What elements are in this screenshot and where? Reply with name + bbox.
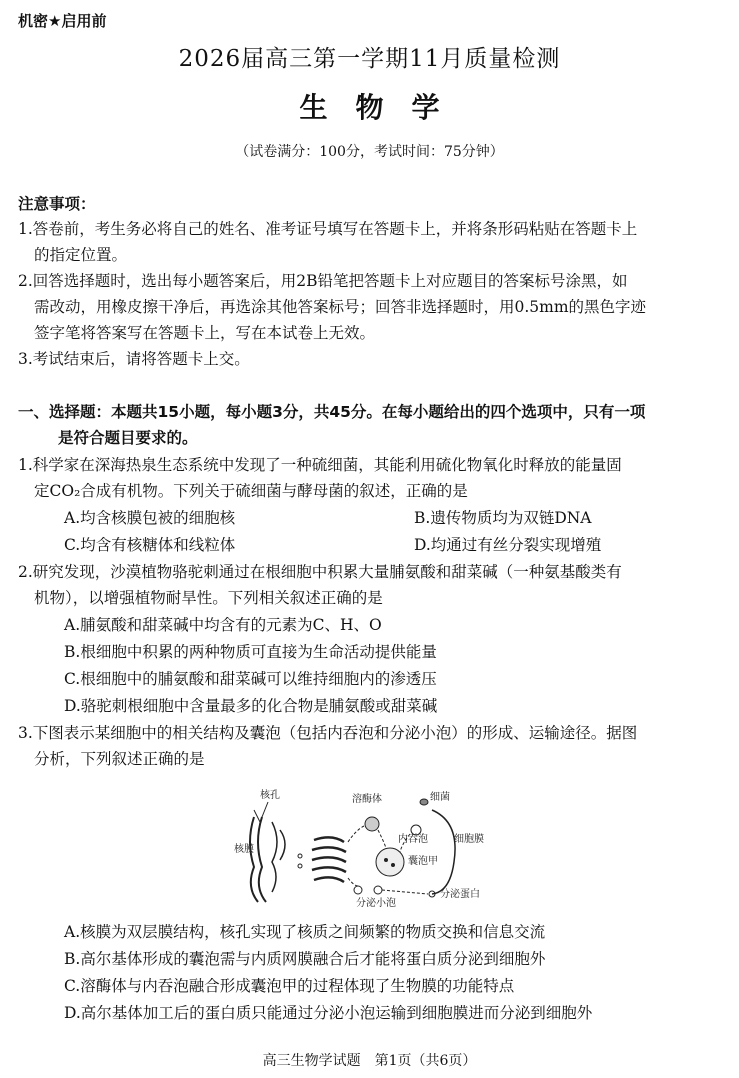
q3-option-b: B.高尔基体形成的囊泡需与内质网膜融合后才能将蛋白质分泌到细胞外 <box>64 950 546 968</box>
q1-option-a: A.均含核膜包被的细胞核 <box>64 509 236 527</box>
exam-title: 2026届高三第一学期11月质量检测 <box>178 46 561 72</box>
q2-option-d: D.骆驼刺根细胞中含量最多的化合物是脯氨酸或甜菜碱 <box>64 697 438 715</box>
cell-membrane-shape <box>432 810 455 894</box>
q1-option-d: D.均通过有丝分裂实现增殖 <box>414 536 602 554</box>
label-cell-membrane: 细胞膜 <box>454 834 484 845</box>
label-lysosome: 溶酶体 <box>352 794 382 805</box>
note-line: 3.考试结束后，请将答题卡上交。 <box>18 350 250 368</box>
q3-option-d: D.高尔基体加工后的蛋白质只能通过分泌小泡运输到细胞膜进而分泌到细胞外 <box>64 1004 593 1022</box>
note-line: 1.答卷前，考生务必将自己的姓名、准考证号填写在答题卡上，并将条形码粘贴在答题卡上 <box>18 220 638 238</box>
q1-option-c: C.均含有核糖体和线粒体 <box>64 536 236 554</box>
er-membrane <box>272 822 277 892</box>
note-line: 需改动，用橡皮擦干净后，再选涂其他答案标号；回答非选择题时，用0.5mm的黑色字迹 <box>34 298 647 316</box>
label-bacteria: 细菌 <box>430 792 450 803</box>
q3-stem: 3.下图表示某细胞中的相关结构及囊泡（包括内吞泡和分泌小泡）的形成、运输途径。据图 <box>18 724 638 742</box>
q1-stem: 定CO₂合成有机物。下列关于硫细菌与酵母菌的叙述，正确的是 <box>34 482 468 500</box>
vesicle-a-shape <box>376 848 404 876</box>
cell-vesicle-diagram <box>232 782 507 910</box>
label-vesicle-a: 囊泡甲 <box>408 856 438 867</box>
label-nuclear-membrane: 核膜 <box>234 844 254 855</box>
q3-option-a: A.核膜为双层膜结构，核孔实现了核质之间频繁的物质交换和信息交流 <box>64 923 546 941</box>
q3-option-c: C.溶酶体与内吞泡融合形成囊泡甲的过程体现了生物膜的功能特点 <box>64 977 515 995</box>
q1-option-b: B.遗传物质均为双链DNA <box>414 509 592 527</box>
lysosome-shape <box>365 817 379 831</box>
label-endocytic-vesicle: 内吞泡 <box>398 834 428 845</box>
label-secretory-protein: 分泌蛋白 <box>440 889 480 900</box>
subject-title: 生物学 <box>299 91 468 124</box>
label-nuclear-pore: 核孔 <box>260 790 280 801</box>
nuclear-membrane-inner <box>258 817 266 902</box>
exam-info: （试卷满分：100分，考试时间：75分钟） <box>235 144 504 160</box>
notes-heading: 注意事项： <box>18 195 96 213</box>
label-secretory-vesicle: 分泌小泡 <box>356 898 396 909</box>
confidential-label: 机密★启用前 <box>18 12 107 30</box>
page-footer: 高三生物学试题 第1页（共6页） <box>262 1053 477 1069</box>
q1-stem: 1.科学家在深海热泉生态系统中发现了一种硫细菌，其能利用硫化物氧化时释放的能量固 <box>18 456 622 474</box>
q2-option-b: B.根细胞中积累的两种物质可直接为生命活动提供能量 <box>64 643 437 661</box>
q2-stem: 2.研究发现，沙漠植物骆驼刺通过在根细胞中积累大量脯氨酸和甜菜碱（一种氨基酸类有 <box>18 563 622 581</box>
q2-option-c: C.根细胞中的脯氨酸和甜菜碱可以维持细胞内的渗透压 <box>64 670 437 688</box>
note-line: 签字笔将答案写在答题卡上，写在本试卷上无效。 <box>34 324 376 342</box>
nuclear-membrane-outer <box>250 817 258 902</box>
q2-option-a: A.脯氨酸和甜菜碱中均含有的元素为C、H、O <box>64 616 382 634</box>
note-line: 2.回答选择题时，选出每小题答案后，用2B铅笔把答题卡上对应题目的答案标号涂黑，如 <box>18 272 628 290</box>
q3-stem: 分析，下列叙述正确的是 <box>34 750 205 768</box>
q2-stem: 机物），以增强植物耐旱性。下列相关叙述正确的是 <box>34 589 383 607</box>
note-line: 的指定位置。 <box>34 246 128 264</box>
section-heading-cont: 是符合题目要求的。 <box>58 429 198 447</box>
section-heading: 一、选择题：本题共15小题，每小题3分，共45分。在每小题给出的四个选项中，只有一项 <box>18 403 646 421</box>
